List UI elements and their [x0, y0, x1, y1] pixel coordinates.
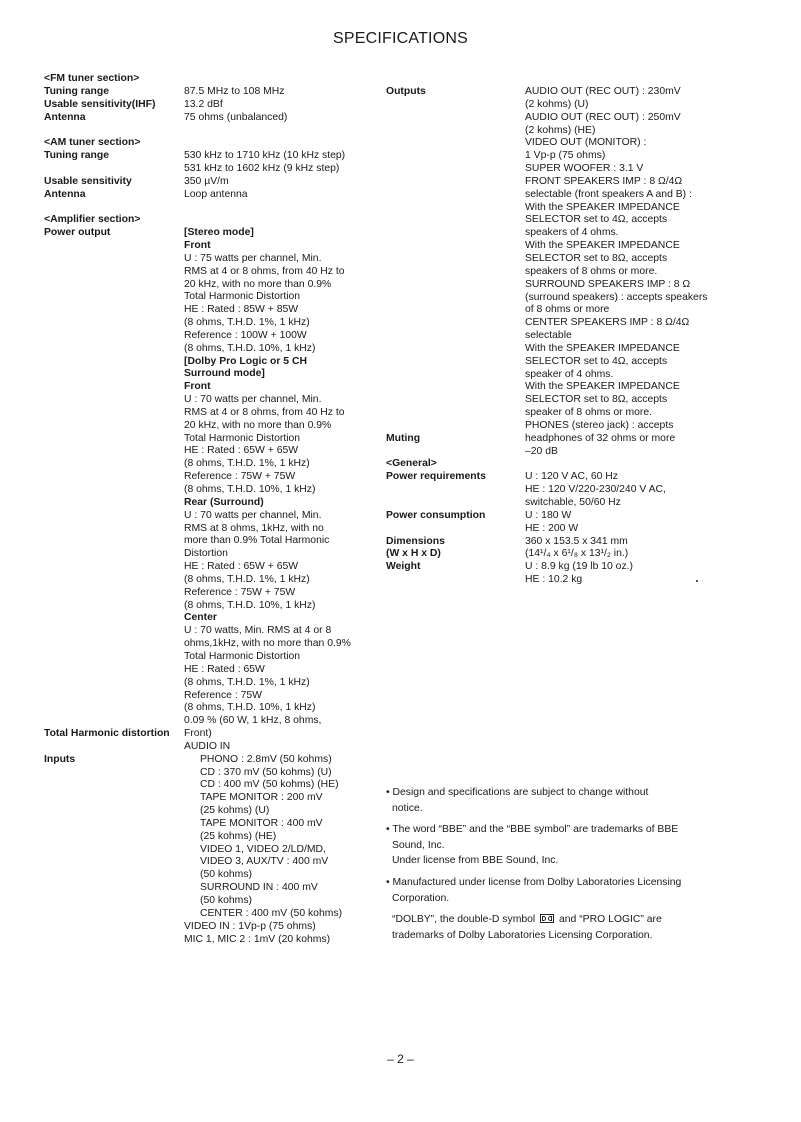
spec-label	[44, 548, 184, 561]
spec-label	[386, 150, 526, 163]
spec-label	[44, 420, 184, 433]
spec-label: (W x H x D)	[386, 548, 441, 560]
spec-label	[386, 125, 526, 138]
dolby-double-d-icon	[540, 914, 554, 923]
spec-label	[386, 394, 526, 407]
spec-value: HE : Rated : 65W + 65W	[184, 445, 299, 457]
spec-label: Antenna	[44, 111, 86, 123]
spec-value: (8 ohms, T.H.D. 1%, 1 kHz)	[184, 573, 310, 585]
spec-label: Weight	[386, 561, 421, 573]
spec-label	[386, 176, 526, 189]
spec-value: (25 kohms) (HE)	[200, 830, 277, 842]
spec-value: 360 x 153.5 x 341 mm	[525, 535, 628, 547]
spec-label	[44, 741, 184, 754]
spec-value: Total Harmonic Distortion	[184, 291, 301, 303]
spec-label: Usable sensitivity(IHF)	[44, 98, 156, 110]
spec-value: U : 70 watts per channel, Min.	[184, 509, 322, 521]
spec-value: AUDIO OUT (REC OUT) : 250mV	[525, 111, 681, 123]
left-spec-labels	[44, 73, 184, 767]
spec-value: U : 70 watts, Min. RMS at 4 or 8	[184, 625, 332, 637]
spec-label	[44, 651, 184, 664]
spec-label	[44, 587, 184, 600]
spec-value: Reference : 75W + 75W	[184, 471, 296, 483]
spec-value: FRONT SPEAKERS IMP : 8 Ω/4Ω	[525, 175, 683, 187]
spec-label	[386, 227, 526, 240]
spec-value: VIDEO 3, AUX/TV : 400 mV	[200, 856, 329, 868]
spec-label	[386, 407, 526, 420]
spec-value: speakers of 8 ohms or more.	[525, 265, 658, 277]
spec-label	[386, 99, 526, 112]
spec-value: RMS at 4 or 8 ohms, from 40 Hz to	[184, 406, 345, 418]
spec-label	[44, 715, 184, 728]
spec-label: <FM tuner section>	[44, 73, 140, 84]
spec-label	[44, 356, 184, 369]
spec-label	[44, 458, 184, 471]
spec-label	[44, 484, 184, 497]
spec-label	[44, 266, 184, 279]
spec-value: Rear (Surround)	[184, 496, 264, 508]
spec-value: HE : 120 V/220-230/240 V AC,	[525, 484, 666, 496]
spec-label	[44, 638, 184, 651]
spec-value: SELECTOR set to 4Ω, accepts	[525, 355, 668, 367]
spec-label	[386, 381, 526, 394]
spec-value: (8 ohms, T.H.D. 10%, 1 kHz)	[184, 342, 316, 354]
spec-value: speakers of 4 ohms.	[525, 227, 619, 239]
spec-value: SURROUND IN : 400 mV	[200, 882, 318, 894]
spec-label	[386, 343, 526, 356]
spec-value: selectable	[525, 330, 572, 342]
spec-label	[44, 330, 184, 343]
note-item	[386, 785, 726, 816]
page-title: SPECIFICATIONS	[333, 30, 468, 47]
spec-value: VIDEO IN : 1Vp-p (75 ohms)	[184, 920, 316, 932]
spec-label: Usable sensitivity	[44, 175, 132, 187]
spec-value: 531 kHz to 1602 kHz (9 kHz step)	[184, 162, 340, 174]
spec-value	[184, 214, 374, 227]
spec-label	[386, 446, 526, 459]
spec-value: SELECTOR set to 4Ω, accepts	[525, 214, 668, 226]
spec-label: Power output	[44, 227, 111, 239]
spec-label: Total Harmonic distortion	[44, 728, 170, 740]
spec-value: HE : Rated : 85W + 85W	[184, 304, 299, 316]
spec-value: 20 kHz, with no more than 0.9%	[184, 278, 332, 290]
spec-label	[386, 189, 526, 202]
spec-label	[44, 279, 184, 292]
spec-value: U : 180 W	[525, 509, 572, 521]
dolby-text-before: “DOLBY”, the double-D symbol	[392, 914, 536, 926]
spec-value: (8 ohms, T.H.D. 10%, 1 kHz)	[184, 484, 316, 495]
spec-label	[386, 304, 526, 317]
spec-value: (50 kohms)	[200, 869, 252, 881]
spec-label	[44, 574, 184, 587]
spec-label	[44, 433, 184, 446]
spec-value: 1 Vp-p (75 ohms)	[525, 150, 606, 162]
spec-value: AUDIO OUT (REC OUT) : 230mV	[525, 86, 681, 97]
notes-section	[386, 785, 726, 949]
spec-label: <Amplifier section>	[44, 214, 141, 226]
spec-label	[44, 201, 184, 214]
spec-value: U : 120 V AC, 60 Hz	[525, 471, 618, 483]
spec-label	[44, 612, 184, 625]
spec-value: (8 ohms, T.H.D. 10%, 1 kHz)	[184, 599, 316, 611]
spec-label	[44, 343, 184, 356]
spec-value: switchable, 50/60 Hz	[525, 497, 621, 508]
spec-label	[44, 445, 184, 458]
note-line: Sound, Inc.	[392, 839, 445, 851]
spec-value: Reference : 100W + 100W	[184, 329, 307, 341]
spec-value: HE : 10.2 kg	[525, 574, 583, 586]
spec-value: Front	[184, 239, 211, 251]
spec-label	[386, 317, 526, 330]
spec-label: <AM tuner section>	[44, 137, 141, 149]
spec-value: speaker of 4 ohms.	[525, 368, 614, 380]
spec-label	[386, 137, 526, 150]
spec-label	[44, 124, 184, 137]
spec-label	[386, 266, 526, 279]
right-spec-labels	[386, 86, 526, 574]
spec-label	[386, 202, 526, 215]
spec-label	[44, 253, 184, 266]
stray-dot	[696, 580, 698, 582]
spec-value: Reference : 75W + 75W	[184, 586, 296, 598]
spec-value: ohms,1kHz, with no more than 0.9%	[184, 638, 351, 650]
spec-label	[44, 600, 184, 613]
spec-label	[386, 369, 526, 382]
spec-label	[44, 471, 184, 484]
spec-value: 530 kHz to 1710 kHz (10 kHz step)	[184, 150, 346, 162]
spec-value: (8 ohms, T.H.D. 1%, 1 kHz)	[184, 458, 310, 470]
spec-label: Inputs	[44, 753, 76, 765]
spec-label	[386, 292, 526, 305]
spec-value: PHONO : 2.8mV (50 kohms)	[200, 753, 332, 765]
spec-label	[44, 664, 184, 677]
spec-value: RMS at 4 or 8 ohms, from 40 Hz to	[184, 265, 345, 277]
spec-value: 87.5 MHz to 108 MHz	[184, 85, 285, 97]
notes-list	[386, 785, 726, 906]
spec-label	[386, 240, 526, 253]
spec-value: Loop antenna	[184, 188, 248, 200]
spec-label: Dimensions	[386, 535, 445, 547]
spec-value: 350 µV/m	[184, 175, 229, 187]
spec-value: CD : 370 mV (50 kohms) (U)	[200, 766, 332, 778]
note-line: • Manufactured under license from Dolby Laboratories Licensing	[386, 876, 682, 888]
note-line: notice.	[392, 802, 423, 814]
note-line: Under license from BBE Sound, Inc.	[392, 855, 559, 867]
spec-value: U : 75 watts per channel, Min.	[184, 252, 322, 264]
spec-label	[44, 561, 184, 574]
spec-value	[184, 201, 374, 214]
spec-value: TAPE MONITOR : 200 mV	[200, 792, 323, 804]
right-spec-values	[525, 86, 735, 587]
spec-value: (25 kohms) (U)	[200, 805, 270, 817]
spec-value: (2 kohms) (HE)	[525, 124, 596, 136]
spec-value: SELECTOR set to 8Ω, accepts	[525, 252, 668, 264]
spec-label	[44, 240, 184, 253]
spec-value: AUDIO IN	[184, 740, 231, 752]
spec-value: selectable (front speakers A and B) :	[525, 188, 692, 200]
dolby-text-after: and “PRO LOGIC” are	[559, 914, 662, 926]
spec-value: more than 0.9% Total Harmonic	[184, 535, 330, 547]
note-line: Corporation.	[392, 892, 450, 904]
spec-label	[386, 356, 526, 369]
spec-value: 13.2 dBf	[184, 98, 223, 110]
spec-value: With the SPEAKER IMPEDANCE	[525, 201, 680, 213]
note-line: • The word “BBE” and the “BBE symbol” are trademarks of BBE	[386, 824, 679, 836]
spec-value: (8 ohms, T.H.D. 1%, 1 kHz)	[184, 317, 310, 329]
spec-label	[44, 497, 184, 510]
spec-label: Antenna	[44, 188, 86, 200]
spec-label: Outputs	[386, 86, 426, 97]
spec-value: SELECTOR set to 8Ω, accepts	[525, 394, 668, 406]
spec-value: With the SPEAKER IMPEDANCE	[525, 342, 680, 354]
spec-value	[184, 124, 374, 137]
spec-value: Total Harmonic Distortion	[184, 432, 301, 444]
spec-value: SURROUND SPEAKERS IMP : 8 Ω	[525, 278, 691, 290]
spec-value: U : 8.9 kg (19 lb 10 oz.)	[525, 561, 634, 573]
spec-value: With the SPEAKER IMPEDANCE	[525, 240, 680, 252]
spec-label	[44, 523, 184, 536]
note-line: • Design and specifications are subject to change without	[386, 787, 649, 798]
spec-label	[44, 510, 184, 523]
spec-label	[386, 330, 526, 343]
spec-value: Front	[184, 381, 211, 393]
spec-label	[44, 317, 184, 330]
spec-label	[386, 112, 526, 125]
spec-label	[44, 702, 184, 715]
spec-label	[44, 677, 184, 690]
spec-value: (surround speakers) : accepts speakers	[525, 291, 708, 303]
spec-label	[386, 279, 526, 292]
note-item	[386, 822, 726, 869]
spec-label	[386, 497, 526, 510]
spec-value: VIDEO 1, VIDEO 2/LD/MD,	[200, 843, 326, 855]
spec-value: of 8 ohms or more	[525, 304, 610, 316]
spec-value: speaker of 8 ohms or more.	[525, 407, 653, 419]
spec-value: –20 dB	[525, 445, 558, 457]
spec-value: Center	[184, 612, 217, 624]
spec-label	[44, 535, 184, 548]
spec-value: (8 ohms, T.H.D. 1%, 1 kHz)	[184, 676, 310, 688]
spec-value: CENTER SPEAKERS IMP : 8 Ω/4Ω	[525, 317, 690, 329]
spec-label	[386, 163, 526, 176]
spec-label: Power requirements	[386, 471, 486, 483]
spec-label: <General>	[386, 458, 437, 470]
spec-value: CENTER : 400 mV (50 kohms)	[200, 907, 343, 919]
spec-value: 75 ohms (unbalanced)	[184, 111, 288, 123]
spec-value: (2 kohms) (U)	[525, 98, 589, 110]
spec-value: TAPE MONITOR : 400 mV	[200, 817, 323, 829]
spec-value: SUPER WOOFER : 3.1 V	[525, 163, 644, 175]
spec-label: Muting	[386, 432, 421, 444]
spec-value: VIDEO OUT (MONITOR) :	[525, 137, 647, 149]
spec-value: headphones of 32 ohms or more	[525, 432, 676, 444]
spec-label	[386, 523, 526, 536]
spec-value: 20 kHz, with no more than 0.9%	[184, 419, 332, 431]
spec-label	[386, 484, 526, 497]
spec-label	[44, 407, 184, 420]
dolby-note-line	[386, 912, 726, 928]
spec-value: RMS at 8 ohms, 1kHz, with no	[184, 522, 324, 534]
spec-label	[44, 291, 184, 304]
note-item	[386, 875, 726, 906]
spec-value: [Stereo mode]	[184, 227, 254, 239]
spec-value: U : 70 watts per channel, Min.	[184, 394, 322, 406]
spec-value: HE : Rated : 65W	[184, 663, 265, 675]
spec-value: Front)	[184, 728, 212, 740]
spec-label	[44, 368, 184, 381]
spec-label	[386, 214, 526, 227]
spec-value: Reference : 75W	[184, 689, 262, 701]
spec-value	[184, 137, 374, 150]
spec-value: Total Harmonic Distortion	[184, 650, 301, 662]
spec-label	[44, 381, 184, 394]
spec-label	[44, 304, 184, 317]
spec-value: With the SPEAKER IMPEDANCE	[525, 381, 680, 393]
spec-value: (8 ohms, T.H.D. 10%, 1 kHz)	[184, 702, 316, 714]
spec-value	[525, 458, 735, 471]
dolby-note-line-2: trademarks of Dolby Laboratories Licensing Corporation.	[392, 929, 653, 941]
spec-label	[44, 394, 184, 407]
spec-value: Distortion	[184, 548, 228, 560]
spec-label: Tuning range	[44, 85, 110, 97]
spec-value: CD : 400 mV (50 kohms) (HE)	[200, 779, 339, 791]
spec-value: PHONES (stereo jack) : accepts	[525, 419, 674, 431]
spec-label	[44, 690, 184, 703]
spec-label	[386, 253, 526, 266]
spec-label: Tuning range	[44, 150, 110, 162]
dolby-note	[386, 912, 726, 943]
spec-value: HE : 200 W	[525, 522, 579, 534]
spec-label: Power consumption	[386, 509, 486, 521]
spec-value: Surround mode]	[184, 368, 265, 380]
spec-label	[44, 625, 184, 638]
spec-value: HE : Rated : 65W + 65W	[184, 561, 299, 573]
left-spec-values	[184, 73, 374, 946]
spec-value: (50 kohms)	[200, 895, 252, 906]
spec-value	[184, 73, 374, 86]
spec-label	[44, 163, 184, 176]
spec-value: 0.09 % (60 W, 1 kHz, 8 ohms,	[184, 715, 322, 727]
spec-value: [Dolby Pro Logic or 5 CH	[184, 355, 307, 367]
spec-label	[386, 420, 526, 433]
spec-value: MIC 1, MIC 2 : 1mV (20 kohms)	[184, 933, 331, 945]
spec-value: (14¹/₄ x 6¹/₈ x 13¹/₂ in.)	[525, 548, 629, 560]
page-number: – 2 –	[387, 1052, 414, 1066]
